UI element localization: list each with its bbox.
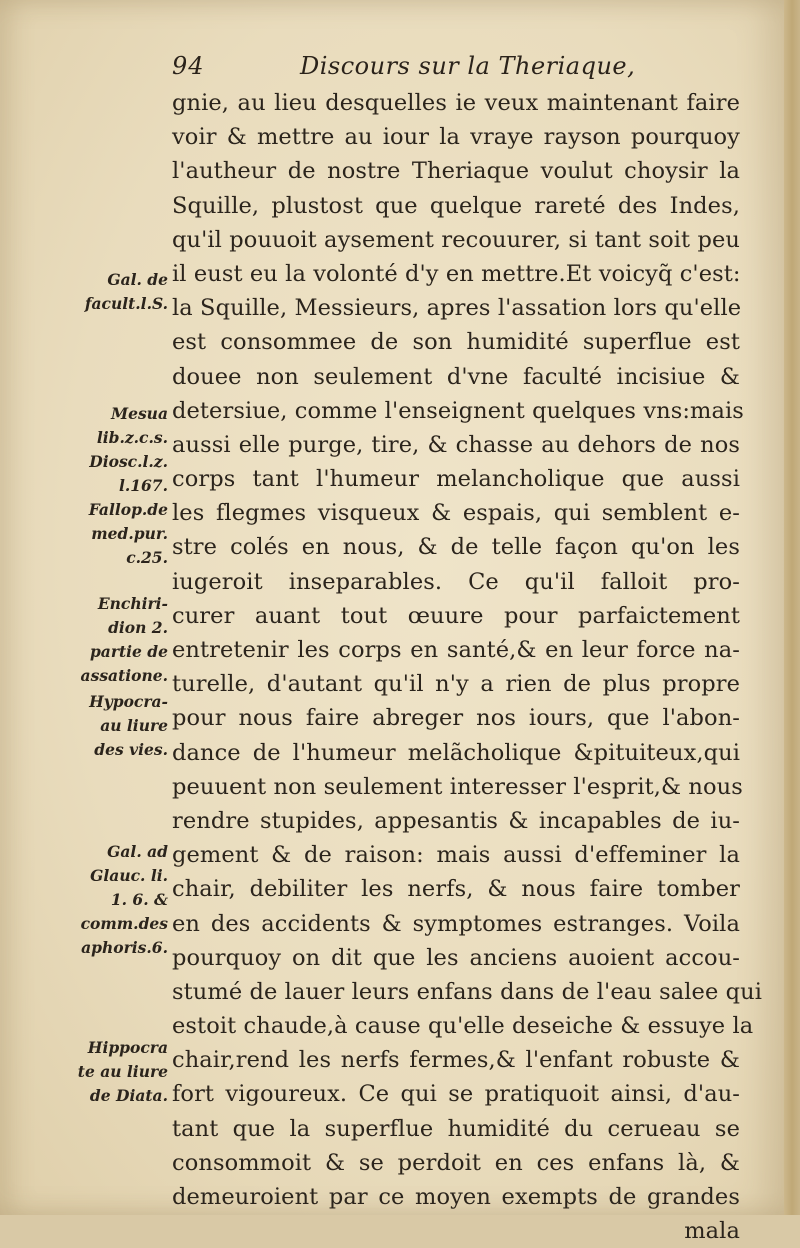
margin-note-line: comm.des xyxy=(80,914,168,933)
text-line: aussi elle purge, tire, & chasse au dehors de nos xyxy=(172,431,740,458)
text-line: voir & mettre au iour la vraye rayson pourquoy xyxy=(172,124,740,151)
margin-note-line: Diosc.l.z. xyxy=(89,452,168,471)
margin-note-line: facult.l.S. xyxy=(84,294,168,313)
text-line: qu'il pouuoit aysement recouurer, si tant soit peu xyxy=(172,226,740,253)
text-line: chair,rend les nerfs fermes,& l'enfant robuste & xyxy=(172,1047,740,1074)
running-title: Discours sur la Theriaque, xyxy=(300,52,636,80)
text-line: est consommee de son humidité superflue est xyxy=(172,329,740,356)
text-line: gnie, au lieu desquelles ie veux maintenant faire xyxy=(172,90,740,116)
margin-note-line: au liure xyxy=(100,716,168,735)
margin-note-line: l.167. xyxy=(118,476,168,495)
margin-note-line: dion 2. xyxy=(108,618,168,637)
margin-note-line: partie de xyxy=(89,642,168,661)
main-text xyxy=(172,86,763,1248)
text-line: detersiue, comme l'enseignent quelques vns:mais xyxy=(172,397,744,424)
margin-note-line: Mesua xyxy=(110,404,168,423)
margin-note-line: c.25. xyxy=(126,548,168,567)
text-line: demeuroient par ce moyen exempts de grandes xyxy=(172,1184,740,1210)
margin-note-line: de Diata. xyxy=(89,1086,168,1105)
text-line: stumé de lauer leurs enfans dans de l'eau salee qui xyxy=(172,978,763,1005)
margin-note-mesua xyxy=(72,402,168,570)
margin-note-line: lib.z.c.s. xyxy=(96,428,168,447)
margin-note-line: Gal. de xyxy=(107,270,168,289)
text-line: stre colés en nous, & de telle façon qu'on les xyxy=(172,534,740,561)
page-header xyxy=(172,52,740,86)
margin-note-enchiridion xyxy=(72,592,168,688)
text-line: il eust eu la volonté d'y en mettre.Et voicyq̃ c'est: xyxy=(172,260,741,287)
page-edge xyxy=(784,0,800,1215)
margin-note-line: 1. 6. & xyxy=(110,890,168,909)
margin-note-galen xyxy=(72,268,168,316)
margin-note-line: Glauc. li. xyxy=(90,866,168,885)
text-line: pourquoy on dit que les anciens auoient accou- xyxy=(172,944,740,971)
margin-note-line: aphoris.6. xyxy=(81,938,168,957)
text-line: dance de l'humeur melãcholique &pituiteux,qui xyxy=(172,739,740,766)
text-line: pour nous faire abreger nos iours, que l'abon- xyxy=(172,705,740,732)
margin-note-galen-glauc xyxy=(72,840,168,960)
text-line: chair, debiliter les nerfs, & nous faire tomber xyxy=(172,876,740,903)
text-line: curer auant tout œuure pour parfaictement xyxy=(172,602,740,629)
margin-note-line: Fallop.de xyxy=(88,500,168,519)
text-line: Squille, plustost que quelque rareté des Indes, xyxy=(172,192,740,219)
margin-note-line: assatione. xyxy=(80,666,168,685)
text-line: douee non seulement d'vne faculté incisiue & xyxy=(172,363,740,390)
text-line: corps tant l'humeur melancholique que aussi xyxy=(172,466,740,493)
margin-note-line: des vies. xyxy=(94,740,168,759)
text-line: les flegmes visqueux & espais, qui semblent e- xyxy=(172,500,740,527)
text-line: estoit chaude,à cause qu'elle deseiche & essuye la xyxy=(172,1013,754,1040)
margin-note-line: med.pur. xyxy=(91,524,168,543)
margin-note-hippocrates xyxy=(72,1036,168,1108)
margin-note-hypocras xyxy=(72,690,168,762)
text-line: rendre stupides, appesantis & incapables de iu- xyxy=(172,807,740,834)
text-line: consommoit & se perdoit en ces enfans là, & xyxy=(172,1149,740,1176)
text-line: en des accidents & symptomes estranges. Voila xyxy=(172,910,740,937)
catchword: mala xyxy=(684,1218,740,1245)
margin-note-line: Gal. ad xyxy=(107,842,168,861)
margin-note-line: te au liure xyxy=(77,1062,168,1081)
margin-note-line: Hypocra- xyxy=(89,692,168,711)
text-line: turelle, d'autant qu'il n'y a rien de plus propre xyxy=(172,671,740,698)
text-line: la Squille, Messieurs, apres l'assation lors qu'elle xyxy=(172,295,742,322)
margin-note-line: Enchiri- xyxy=(97,594,168,613)
text-line: gement & de raison: mais aussi d'effeminer la xyxy=(172,842,740,869)
text-line: fort vigoureux. Ce qui se pratiquoit ainsi, d'au- xyxy=(172,1081,740,1108)
text-line: tant que la superflue humidité du cerueau se xyxy=(172,1115,740,1142)
text-line: entretenir les corps en santé,& en leur force na- xyxy=(172,637,740,663)
margin-note-line: Hippocra xyxy=(87,1038,168,1057)
text-line: iugeroit inseparables. Ce qu'il falloit pro- xyxy=(172,568,740,595)
text-line: l'autheur de nostre Theriaque voulut choysir la xyxy=(172,158,740,185)
page-number: 94 xyxy=(172,52,205,80)
text-line: peuuent non seulement interesser l'esprit,& nous xyxy=(172,773,743,800)
